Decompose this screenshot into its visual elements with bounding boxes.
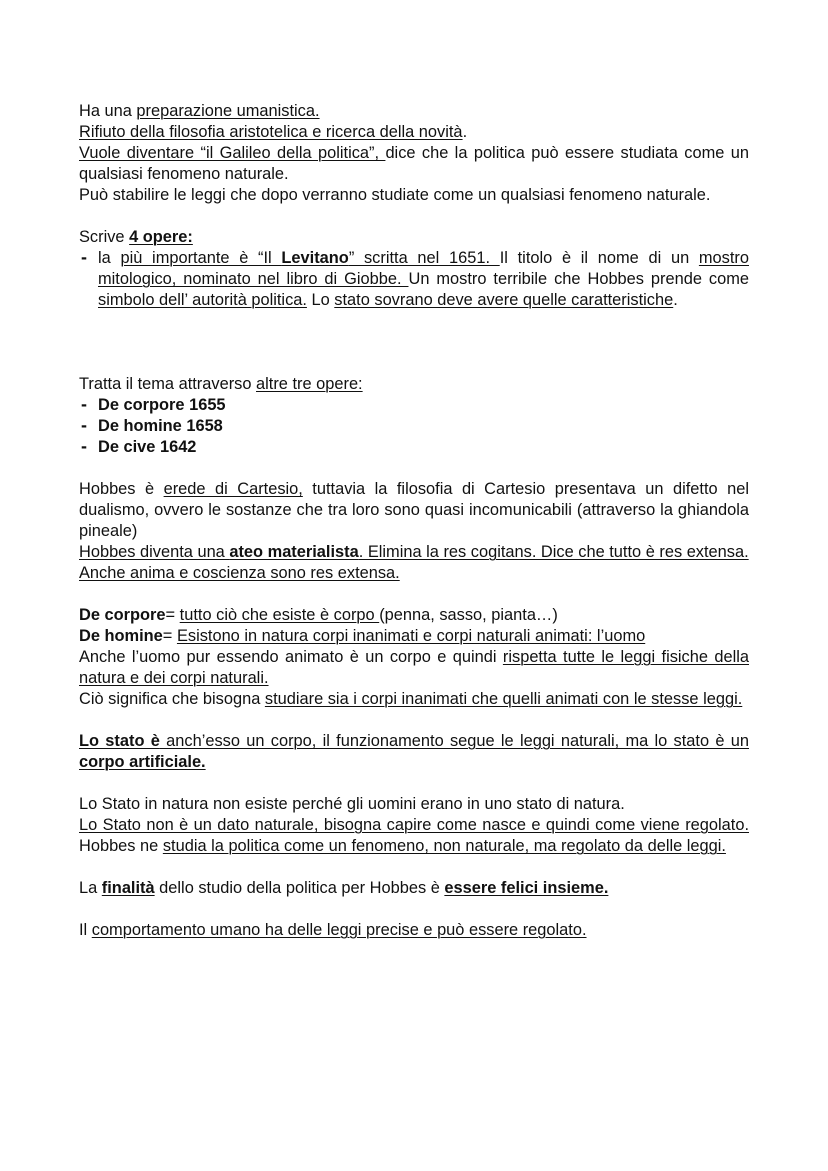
stato-corpo-paragraph: Lo stato è anch’esso un corpo, il funzionamento segue le leggi naturali, ma lo stato è un corpo artificiale. (79, 732, 749, 771)
intro-line-3: Vuole diventare “il Galileo della politica”, dice che la politica può essere studiata come un qualsiasi fenomeno naturale. (79, 144, 749, 183)
other-works-list (79, 395, 749, 458)
studiare-paragraph: Ciò significa che bisogna studiare sia i corpi inanimati che quelli animati con le stesse leggi. (79, 690, 743, 708)
de-corpore-definition: De corpore= tutto ciò che esiste è corpo (penna, sasso, pianta…) (79, 606, 558, 624)
finalita-line: La finalità dello studio della politica per Hobbes è essere felici insieme. (79, 879, 609, 897)
uomo-paragraph: Anche l’uomo pur essendo animato è un corpo e quindi rispetta tutte le leggi fisiche della natura e dei corpi naturali. (79, 648, 750, 687)
intro-line-1: Ha una preparazione umanistica. (79, 102, 320, 120)
intro-line-2: Rifiuto della filosofia aristotelica e ricerca della novità. (79, 123, 468, 141)
stato-natura-line: Lo Stato in natura non esiste perché gli uomini erano in uno stato di natura. (79, 795, 625, 813)
res-extensa-line: Anche anima e coscienza sono res extensa. (79, 564, 400, 582)
works-list (79, 248, 749, 311)
intro-line-4: Può stabilire le leggi che dopo verranno studiate come un qualsiasi fenomeno naturale. (79, 186, 711, 204)
document-page (79, 101, 749, 941)
list-item: - De cive 1642 (79, 437, 749, 458)
other-works-heading: Tratta il tema attraverso altre tre opere: (79, 375, 363, 393)
list-item: - De corpore 1655 (79, 395, 749, 416)
de-homine-definition: De homine= Esistono in natura corpi inanimati e corpi naturali animati: l’uomo (79, 627, 646, 645)
materialist-paragraph: Hobbes diventa una ateo materialista. Elimina la res cogitans. Dice che tutto è res extensa. (79, 543, 749, 561)
cartesio-paragraph: Hobbes è erede di Cartesio, tuttavia la filosofia di Cartesio presentava un difetto nel dualismo, ovvero le sostanze che tra loro sono quasi incomunicabili (attraverso la ghiandola pineale) (79, 480, 750, 540)
comportamento-line: Il comportamento umano ha delle leggi precise e può essere regolato. (79, 921, 587, 939)
list-item: - De homine 1658 (79, 416, 749, 437)
works-heading: Scrive 4 opere: (79, 228, 193, 246)
list-item: - la più importante è “Il Levitano” scritta nel 1651. Il titolo è il nome di un mostro mitologico, nominato nel libro di Giobbe. Un mostro terribile che Hobbes prende come simbolo dell’ autorità politica. Lo stato sovrano deve avere quelle caratteristiche. (79, 248, 749, 311)
stato-dato-paragraph: Lo Stato non è un dato naturale, bisogna capire come nasce e quindi come viene regolato. Hobbes ne studia la politica come un fenomeno, non naturale, ma regolato da delle leggi. (79, 816, 749, 855)
